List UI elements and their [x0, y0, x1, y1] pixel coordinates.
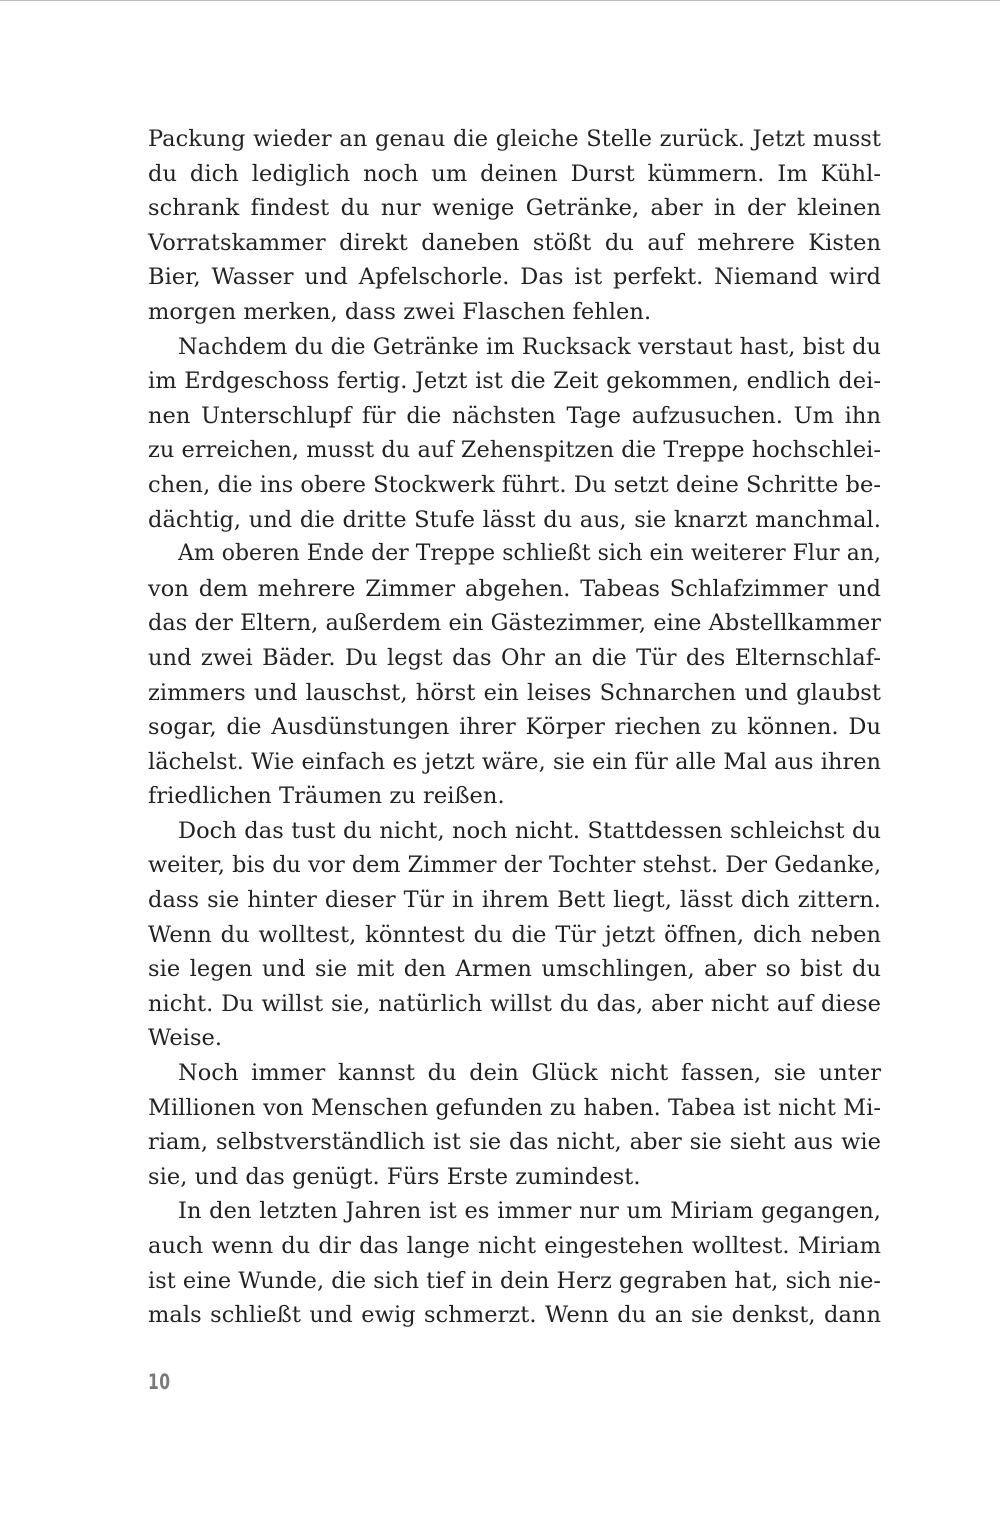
text-line: chen, die ins obere Stockwerk führt. Du setzt deine Schritte be-	[148, 471, 881, 498]
text-line: sie, und das genügt. Fürs Erste zumindest.	[148, 1163, 641, 1190]
text-line: sie legen und sie mit den Armen umschlingen, aber so bist du	[148, 956, 881, 983]
text-line: von dem mehrere Zimmer abgehen. Tabeas Schlafzimmer und	[148, 575, 881, 602]
text-line: Bier, Wasser und Apfelschorle. Das ist perfekt. Niemand wird	[148, 264, 881, 291]
text-line: morgen merken, dass zwei Flaschen fehlen.	[148, 298, 652, 325]
paragraph-start-line: Am oberen Ende der Treppe schließt sich ein weiterer Flur an,	[178, 541, 881, 567]
text-line: zimmers und lauschst, hörst ein leises Schnarchen und glaubst	[148, 679, 881, 706]
text-line: Millionen von Menschen gefunden zu haben. Tabea ist nicht Mi-	[148, 1094, 881, 1121]
text-line: dächtig, und die dritte Stufe lässt du aus, sie knarzt manchmal.	[148, 506, 881, 533]
text-line: dass sie hinter dieser Tür in ihrem Bett liegt, lässt dich zittern.	[148, 887, 881, 914]
book-page-text	[148, 122, 881, 1333]
text-line: sogar, die Ausdünstungen ihrer Körper riechen zu können. Du	[148, 714, 881, 741]
text-line: mals schließt und ewig schmerzt. Wenn du an sie denkst, dann	[148, 1302, 881, 1329]
paragraph-start-line: Nachdem du die Getränke im Rucksack verstaut hast, bist du	[178, 333, 881, 360]
text-line: nicht. Du willst sie, natürlich willst du das, aber nicht auf diese	[148, 990, 881, 1017]
text-line: zu erreichen, musst du auf Zehenspitzen die Treppe hochschlei-	[148, 437, 881, 464]
paragraph-start-line: Doch das tust du nicht, noch nicht. Stattdessen schleichst du	[178, 817, 881, 844]
text-line: schrank findest du nur wenige Getränke, aber in der kleinen	[148, 195, 881, 222]
text-line: lächelst. Wie einfach es jetzt wäre, sie ein für alle Mal aus ihren	[148, 748, 881, 775]
text-line: du dich lediglich noch um deinen Durst kümmern. Im Kühl-	[148, 160, 881, 187]
text-line: Packung wieder an genau die gleiche Stelle zurück. Jetzt musst	[148, 126, 881, 152]
text-line: riam, selbstverständlich ist sie das nicht, aber sie sieht aus wie	[148, 1129, 881, 1156]
text-line: das der Eltern, außerdem ein Gästezimmer, eine Abstellkammer	[148, 610, 881, 637]
text-line: auch wenn du dir das lange nicht eingestehen wolltest. Miriam	[148, 1233, 881, 1259]
text-line: ist eine Wunde, die sich tief in dein Herz gegraben hat, sich nie-	[148, 1267, 882, 1294]
text-line: Weise.	[148, 1025, 223, 1052]
text-line: friedlichen Träumen zu reißen.	[148, 783, 505, 810]
paragraph-start-line: Noch immer kannst du dein Glück nicht fassen, sie unter	[178, 1060, 881, 1087]
top-border-line	[0, 0, 1000, 1]
paragraph-start-line: In den letzten Jahren ist es immer nur um Miriam gegangen,	[178, 1198, 881, 1225]
text-line: Wenn du wolltest, könntest du die Tür jetzt öffnen, dich neben	[148, 921, 881, 948]
text-line: im Erdgeschoss fertig. Jetzt ist die Zeit gekommen, endlich dei-	[148, 368, 881, 395]
page-number: 10	[148, 1370, 171, 1394]
text-line: weiter, bis du vor dem Zimmer der Tochter stehst. Der Gedanke,	[148, 852, 882, 879]
text-line: und zwei Bäder. Du legst das Ohr an die Tür des Elternschlaf-	[148, 644, 881, 671]
text-line: Vorratskammer direkt daneben stößt du auf mehrere Kisten	[148, 229, 881, 256]
text-line: nen Unterschlupf für die nächsten Tage aufzusuchen. Um ihn	[148, 402, 881, 429]
